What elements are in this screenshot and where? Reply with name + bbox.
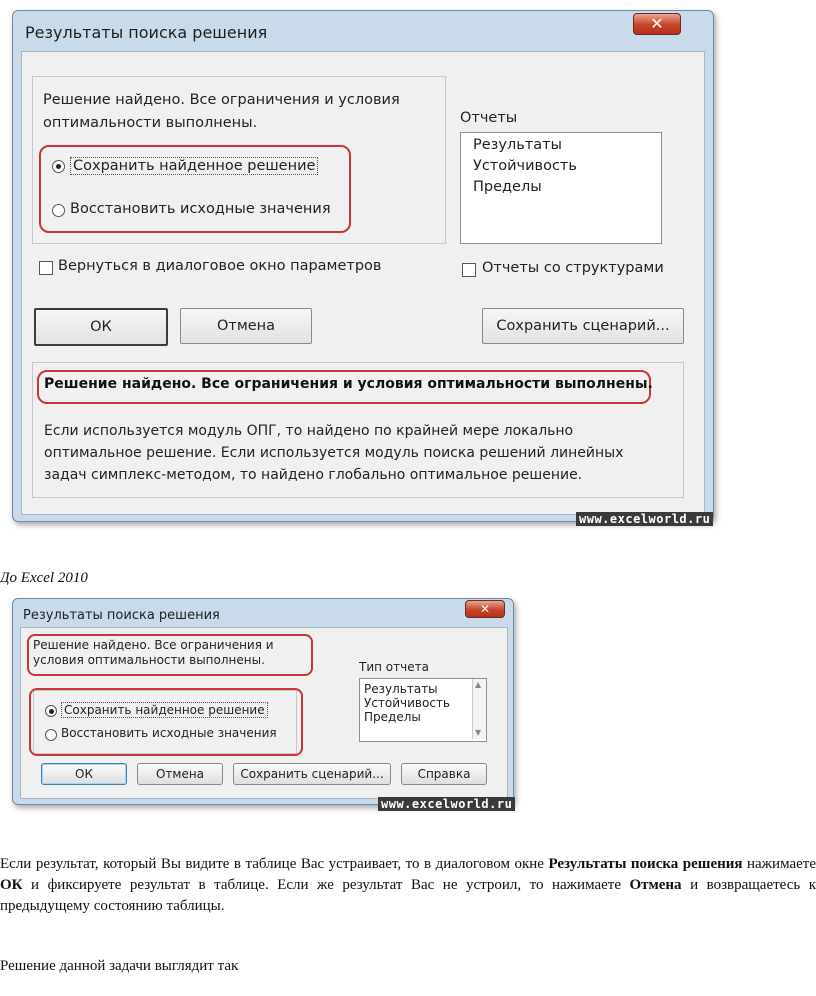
- outline-reports-label[interactable]: Отчеты со структурами: [482, 260, 664, 276]
- save-scenario-button[interactable]: Сохранить сценарий...: [233, 763, 391, 785]
- text-span: Если результат, который Вы видите в таблице Вас устраивает, то в диалоговом окне: [0, 856, 549, 872]
- bold-ok: ОК: [0, 877, 23, 893]
- message-bold: Решение найдено. Все ограничения и условия оптимальности выполнены.: [44, 376, 653, 392]
- return-to-params-checkbox[interactable]: [39, 261, 53, 275]
- text-span: и фиксируете результат в таблице. Если же результат Вас не устроил, то нажимаете: [22, 877, 630, 893]
- radio-keep-label[interactable]: Сохранить найденное решение: [70, 157, 318, 175]
- radio-keep-label[interactable]: Сохранить найденное решение: [61, 702, 268, 718]
- radio-restore-label[interactable]: Восстановить исходные значения: [70, 201, 331, 217]
- radio-keep-solution[interactable]: [52, 160, 65, 173]
- radio-restore-values[interactable]: [52, 204, 65, 217]
- closing-text: Решение данной задачи выглядит так: [0, 958, 239, 974]
- text-span: и возвращаетесь к предыдущему состоянию таблицы.: [0, 877, 816, 914]
- report-item[interactable]: Устойчивость: [364, 696, 451, 710]
- dialog-title: Результаты поиска решения: [23, 608, 220, 623]
- ok-button[interactable]: ОК: [41, 763, 127, 785]
- cancel-button[interactable]: Отмена: [137, 763, 223, 785]
- solver-results-dialog-old: [12, 598, 514, 805]
- reports-listbox[interactable]: [460, 132, 662, 244]
- report-item[interactable]: Результаты: [364, 682, 438, 696]
- return-to-params-label[interactable]: Вернуться в диалоговое окно параметров: [58, 258, 382, 274]
- bold-dialog-name: Результаты поиска решения: [548, 856, 743, 872]
- instructions-paragraph: [0, 854, 816, 917]
- report-item[interactable]: Устойчивость: [473, 158, 577, 174]
- report-type-label: Тип отчета: [359, 660, 429, 674]
- reports-label: Отчеты: [460, 110, 518, 126]
- dialog-client-area: [20, 627, 508, 799]
- report-item[interactable]: Пределы: [364, 710, 421, 724]
- report-item[interactable]: Результаты: [473, 137, 562, 153]
- bold-cancel: Отмена: [629, 877, 682, 893]
- scroll-down-icon[interactable]: ▼: [475, 728, 482, 737]
- outline-reports-checkbox[interactable]: [462, 263, 476, 277]
- ok-button[interactable]: ОК: [34, 308, 168, 346]
- close-button[interactable]: ✕: [633, 13, 681, 35]
- dialog-title: Результаты поиска решения: [25, 23, 268, 42]
- watermark: www.excelworld.ru: [378, 797, 515, 811]
- report-item[interactable]: Пределы: [473, 179, 542, 195]
- status-text: Решение найдено. Все ограничения и условия оптимальности выполнены.: [43, 92, 400, 131]
- listbox-scrollbar[interactable]: [472, 679, 486, 739]
- radio-highlight: [29, 688, 303, 756]
- save-scenario-button[interactable]: Сохранить сценарий...: [482, 308, 684, 344]
- close-button[interactable]: ✕: [465, 600, 505, 618]
- text-span: нажимаете: [742, 856, 816, 872]
- radio-restore-label[interactable]: Восстановить исходные значения: [61, 726, 277, 740]
- solver-results-dialog-2010: [12, 10, 714, 522]
- scroll-up-icon[interactable]: ▲: [475, 680, 482, 689]
- radio-restore-values[interactable]: [45, 729, 57, 741]
- watermark: www.excelworld.ru: [576, 512, 713, 526]
- radio-keep-solution[interactable]: [45, 705, 57, 717]
- message-body: Если используется модуль ОПГ, то найдено по крайней мере локально оптимальное решение. Если используется модуль поиска решений линейных задач симплекс-методом, то найдено глобально оптимальное решение.: [44, 423, 624, 483]
- help-button[interactable]: Справка: [401, 763, 487, 785]
- caption: До Excel 2010: [0, 570, 88, 586]
- dialog-client-area: [21, 51, 705, 515]
- status-text: Решение найдено. Все ограничения и условия оптимальности выполнены.: [33, 638, 274, 667]
- cancel-button[interactable]: Отмена: [180, 308, 312, 344]
- report-type-listbox[interactable]: [359, 678, 487, 742]
